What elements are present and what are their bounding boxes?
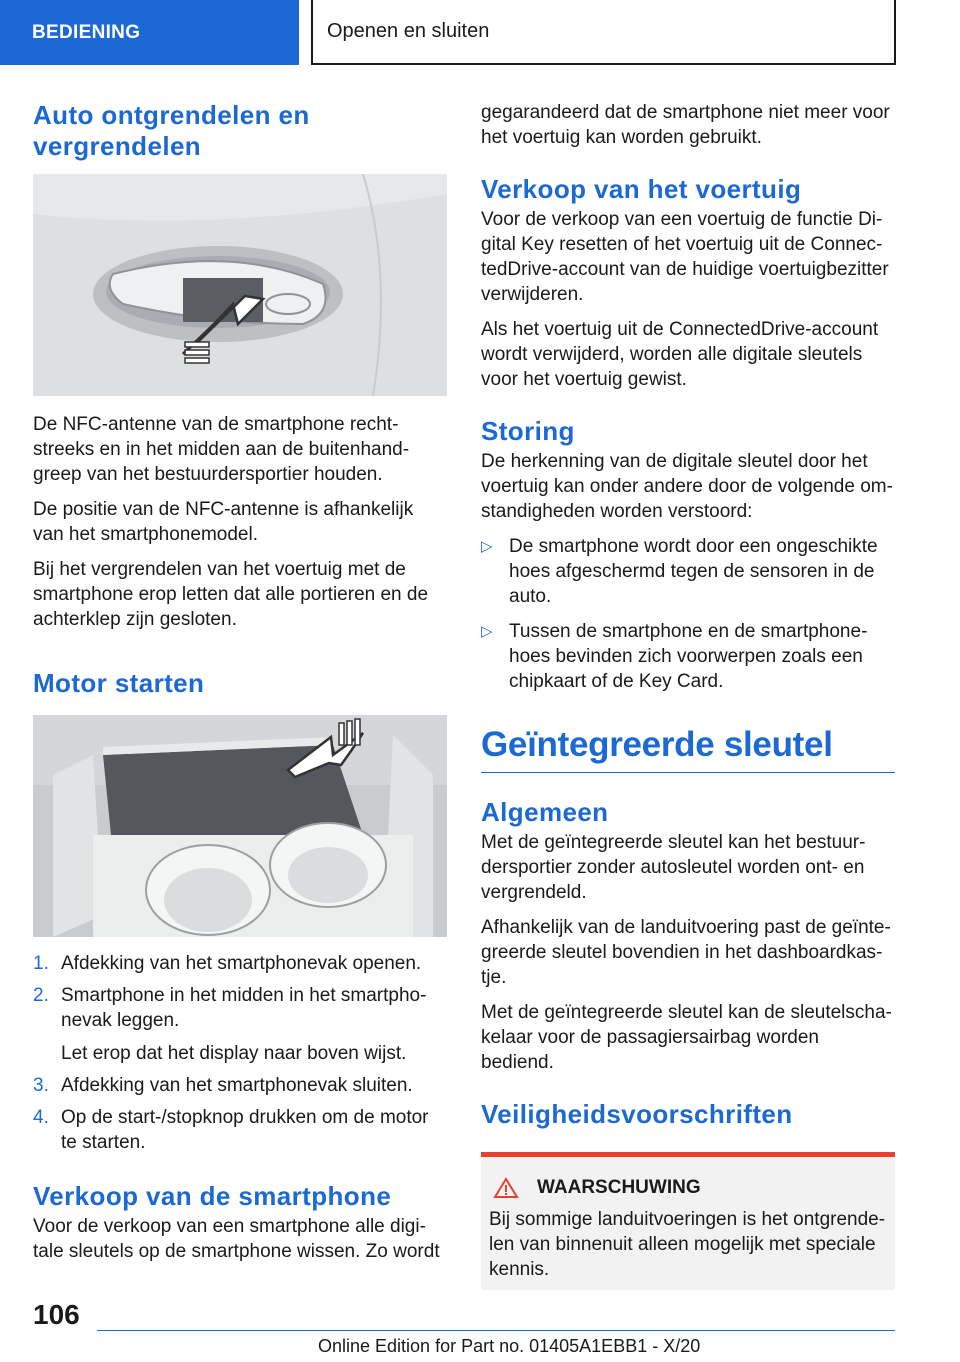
- fault-list: [481, 534, 895, 694]
- smartphone-tray-illustration: [33, 715, 447, 937]
- step-number: 2.: [33, 985, 49, 1006]
- step-text: Afdekking van het smartphonevak openen.: [61, 953, 422, 974]
- step-item: [33, 983, 447, 1066]
- paragraph: De positie van de NFC-antenne is afhankelijk van het smartphonemodel.: [33, 499, 414, 545]
- section-tab: [0, 0, 299, 65]
- warning-triangle-icon: [493, 1177, 519, 1199]
- edition-label: Online Edition for Part no. 01405A1EBB1 - X/20: [318, 1336, 701, 1356]
- heading-start-engine: Motor starten: [33, 668, 205, 698]
- paragraph: Bij het vergrendelen van het voertuig met de smartphone erop letten dat alle portieren en de achterklep zijn gesloten.: [33, 559, 429, 630]
- triangle-bullet-icon: ▷: [481, 538, 493, 555]
- heading-safety: Veiligheidsvoorschriften: [481, 1099, 793, 1129]
- section-label: BEDIENING: [32, 21, 141, 43]
- page-number: 106: [33, 1299, 80, 1330]
- paragraph: Met de geïntegreerde sleutel kan het bestuurdersportier zonder autosleutel worden ont- en vergrendeld.: [481, 832, 866, 903]
- list-item-text: De smartphone wordt door een ongeschikte hoes afgeschermd tegen de sensoren in de auto.: [509, 536, 878, 607]
- right-column: [481, 100, 895, 1290]
- step-number: 4.: [33, 1107, 49, 1128]
- heading-sell-vehicle: Verkoop van het voertuig: [481, 174, 802, 204]
- chapter-label: Openen en sluiten: [327, 20, 490, 42]
- heading-fault: Storing: [481, 416, 575, 446]
- paragraph: Voor de verkoop van een voertuig de functie Digital Key resetten of het voertuig uit de ConnectedDrive-account van de huidige voertuigbezitter verwijderen.: [481, 209, 889, 305]
- heading-sell-smartphone: Verkoop van de smartphone: [33, 1181, 392, 1211]
- paragraph: Afhankelijk van de landuitvoering past de geïntegreerde sleutel bovendien in het dashboardkastje.: [481, 917, 891, 988]
- warning-title: WAARSCHUWING: [537, 1177, 701, 1198]
- step-number: 3.: [33, 1075, 49, 1096]
- paragraph: Als het voertuig uit de ConnectedDrive-account wordt verwijderd, worden alle digitale sleutels voor het voertuig gewist.: [481, 319, 879, 390]
- step-item: [33, 1105, 447, 1155]
- steps-list: [33, 951, 447, 1155]
- triangle-bullet-icon: ▷: [481, 623, 493, 640]
- list-item: [481, 619, 895, 694]
- heading-integrated-key: Geïntegreerde sleutel: [481, 724, 895, 773]
- step-item: [33, 951, 447, 976]
- warning-box: [481, 1152, 895, 1290]
- step-item: [33, 1073, 447, 1098]
- paragraph: De NFC-antenne van de smartphone rechtstreeks en in het midden aan de buitenhandgreep van het bestuurdersportier houden.: [33, 414, 410, 485]
- list-item: [481, 534, 895, 609]
- door-handle-illustration: [33, 174, 447, 396]
- left-column: [33, 100, 447, 1274]
- step-note: Let erop dat het display naar boven wijst.: [61, 1043, 407, 1064]
- chapter-tab: [311, 0, 896, 65]
- step-text: Op de start-/stopknop drukken om de motor te starten.: [61, 1107, 429, 1153]
- step-number: 1.: [33, 953, 49, 974]
- warning-text: Bij sommige landuitvoeringen is het ontgrendelen van binnenuit alleen mogelijk met speciale kennis.: [489, 1209, 886, 1280]
- warning-header: [489, 1177, 887, 1199]
- heading-unlock: Auto ontgrendelen en vergrendelen: [33, 100, 310, 161]
- step-text: Afdekking van het smartphonevak sluiten.: [61, 1075, 413, 1096]
- footer-divider: [97, 1330, 895, 1331]
- heading-general: Algemeen: [481, 797, 609, 827]
- step-text: Smartphone in het midden in het smartphonevak leggen.: [61, 985, 427, 1031]
- list-item-text: Tussen de smartphone en de smartphonehoes bevinden zich voorwerpen zoals een chipkaart of de Key Card.: [509, 621, 868, 692]
- paragraph: De herkenning van de digitale sleutel door het voertuig kan onder andere door de volgende omstandigheden worden verstoord:: [481, 451, 893, 522]
- paragraph: Met de geïntegreerde sleutel kan de sleutelschakelaar voor de passagiersairbag worden bediend.: [481, 1002, 892, 1073]
- paragraph: gegarandeerd dat de smartphone niet meer voor het voertuig kan worden gebruikt.: [481, 102, 890, 148]
- paragraph: Voor de verkoop van een smartphone alle digitale sleutels op de smartphone wissen. Zo wordt: [33, 1216, 440, 1262]
